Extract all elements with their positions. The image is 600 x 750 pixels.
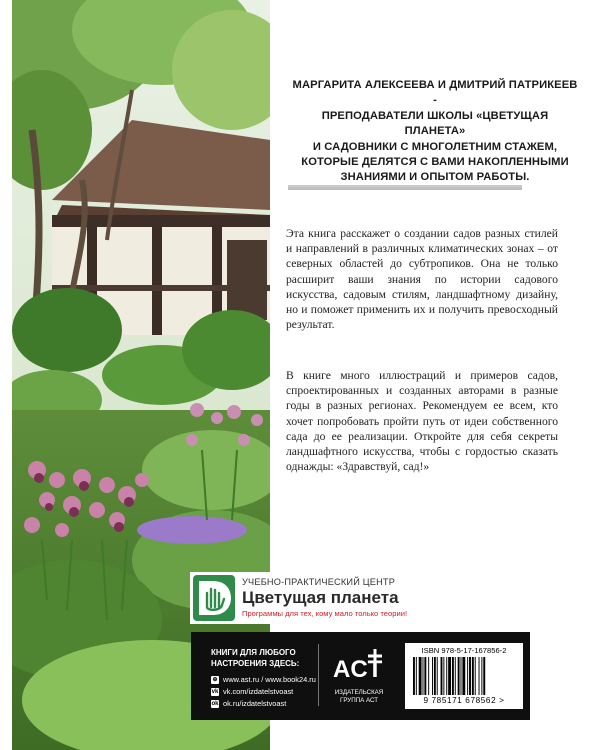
link-ok-text: ok.ru/izdatelstvoast	[223, 699, 287, 708]
barcode-bar	[424, 657, 426, 695]
description-paragraph-2: В книге много иллюстраций и примеров садов, спроектированных и созданных авторами в разные годы в разных регионах. Рекомендуем ее всем, кто хочет попробовать пройти путь от идеи собственного сада до ее реализации. Откройте для себя секреты ландшафтного искусства, чтобы с гордостью сказать однажды: «Здравствуй, сад!»	[286, 369, 558, 474]
link-web[interactable]	[211, 674, 316, 686]
barcode-bar	[469, 657, 471, 695]
link-ok[interactable]	[211, 698, 316, 710]
barcode-bar	[479, 657, 480, 695]
publisher-caption: ИЗДАТЕЛЬСКАЯ ГРУППА АСТ	[334, 689, 384, 704]
barcode-bar	[462, 657, 465, 695]
barcode-bar	[432, 657, 433, 695]
logo-title: Цветущая планета	[242, 588, 399, 607]
barcode-panel	[405, 643, 523, 709]
barcode-bar	[481, 657, 482, 695]
logo-tagline: Программы для тех, кому мало только теории!	[242, 609, 408, 618]
divider-bar	[288, 185, 522, 190]
ok-icon: ok	[211, 701, 219, 707]
barcode-bar	[416, 657, 417, 695]
barcode-bar	[461, 657, 462, 695]
hand-icon	[193, 575, 235, 621]
books-tagline: КНИГИ ДЛЯ ЛЮБОГО НАСТРОЕНИЯ ЗДЕСЬ:	[211, 648, 300, 668]
barcode-bar	[434, 657, 436, 695]
link-vk-text: vk.com/izdatelstvoast	[223, 687, 294, 696]
barcode-bar	[448, 657, 451, 695]
barcode-bar	[455, 657, 456, 695]
barcode-bar	[472, 657, 474, 695]
barcode-bar	[441, 657, 443, 695]
globe-icon: ⊕	[212, 677, 218, 683]
publisher-footer	[191, 632, 530, 720]
barcode-bar	[483, 657, 485, 695]
barcode-bar	[475, 657, 476, 695]
footer-separator	[318, 644, 319, 706]
logo-subtitle: УЧЕБНО-ПРАКТИЧЕСКИЙ ЦЕНТР	[242, 577, 396, 587]
ast-logo-text: ACT	[333, 656, 383, 683]
barcode-bar	[413, 657, 415, 695]
vk-icon: vk	[211, 689, 219, 695]
barcode-icon	[413, 657, 517, 695]
school-logo	[190, 572, 428, 624]
authors-blurb: МАРГАРИТА АЛЕКСЕЕВА И ДМИТРИЙ ПАТРИКЕЕВ - ПРЕПОДАВАТЕЛИ ШКОЛЫ «ЦВЕТУЩАЯ ПЛАНЕТА» И САДОВНИКИ С МНОГОЛЕТНИМ СТАЖЕМ, КОТОРЫЕ ДЕЛЯТСЯ С ВАМИ НАКОПЛЕННЫМИ ЗНАНИЯМИ И ОПЫТОМ РАБОТЫ.	[292, 79, 578, 184]
barcode-bar	[446, 657, 447, 695]
barcode-bar	[437, 657, 438, 695]
description-paragraph-1: Эта книга расскажет о создании садов разных стилей и направлений в различных климатических зонах – от северных областей до субтропиков. Она не только расширит ваши знания по истории садового искусства, садовым стилям, ландшафтному дизайну, но и поможет применить их и получить превосходный результат.	[286, 227, 558, 332]
barcode-bar	[452, 657, 454, 695]
barcode-bar	[443, 657, 444, 695]
barcode-bar	[428, 657, 429, 695]
barcode-bar	[458, 657, 460, 695]
barcode-bar	[419, 657, 422, 695]
barcode-bar	[467, 657, 468, 695]
isbn-label: ISBN 978-5-17-167856-2	[421, 646, 507, 655]
link-web-text: www.ast.ru / www.book24.ru	[223, 675, 316, 684]
ast-logo-icon	[331, 647, 385, 683]
barcode-digits: 9 785171 678562 >	[423, 696, 505, 705]
link-vk[interactable]	[211, 686, 316, 698]
barcode-bar	[423, 657, 424, 695]
links-list	[211, 674, 316, 710]
